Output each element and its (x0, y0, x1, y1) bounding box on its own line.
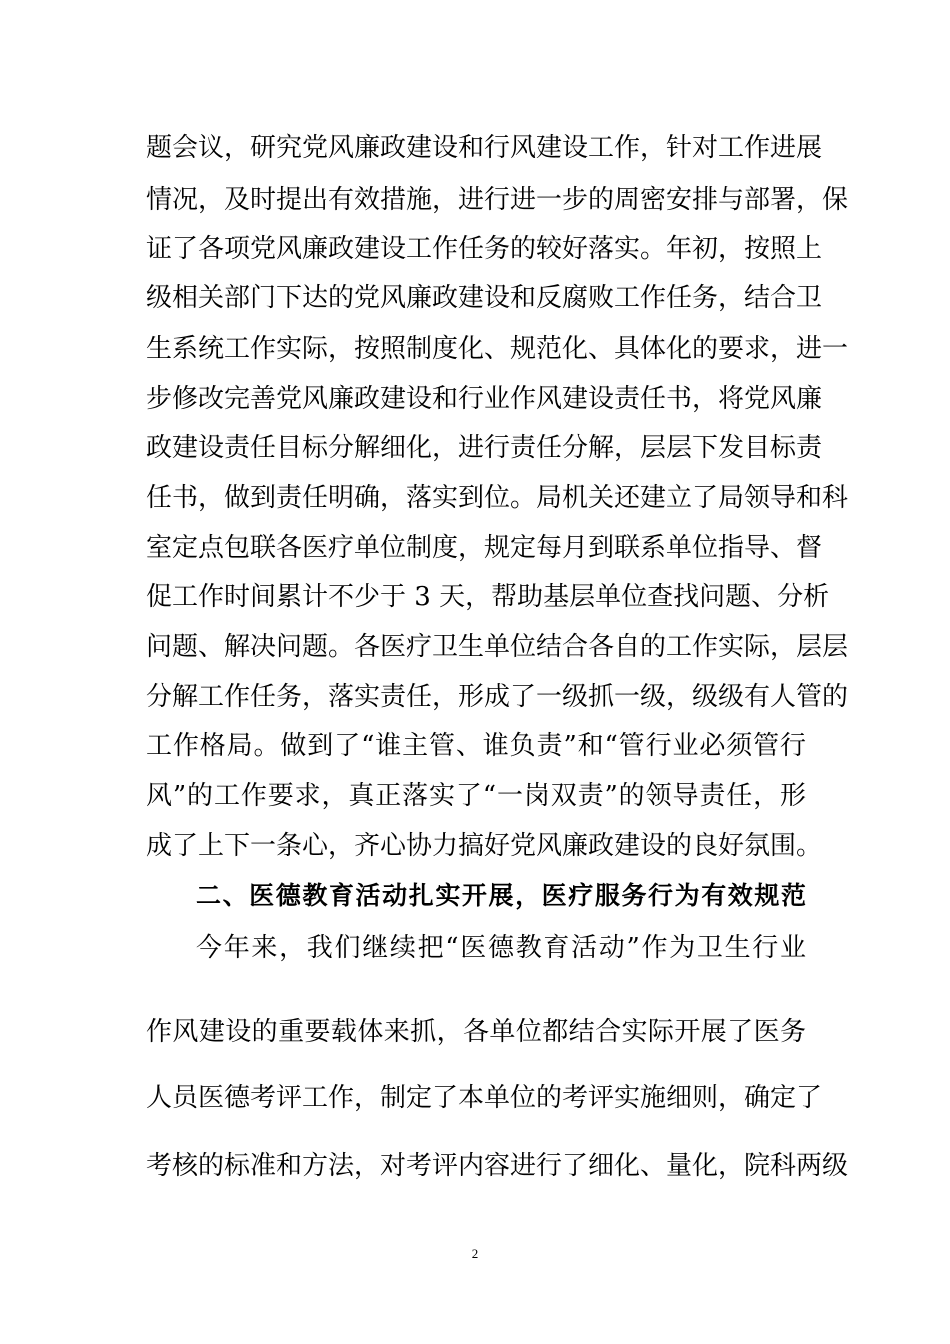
paragraph-line: 问题、解决问题。各医疗卫生单位结合各自的工作实际，层层 (146, 632, 849, 662)
paragraph-line: 级相关部门下达的党风廉政建设和反腐败工作任务，结合卫 (146, 283, 823, 313)
paragraph-line: 任书，做到责任明确，落实到位。局机关还建立了局领导和科 (146, 483, 849, 513)
paragraph-line: 生系统工作实际，按照制度化、规范化、具体化的要求，进一 (146, 334, 849, 364)
paragraph-line: 题会议，研究党风廉政建设和行风建设工作，针对工作进展 (146, 133, 823, 163)
paragraph-line: 考核的标准和方法，对考评内容进行了细化、量化，院科两级 (146, 1151, 849, 1181)
paragraph-line: 政建设责任目标分解细化，进行责任分解，层层下发目标责 (146, 433, 823, 463)
paragraph-line: 今年来，我们继续把“医德教育活动”作为卫生行业 (196, 933, 806, 963)
paragraph-line: 室定点包联各医疗单位制度，规定每月到联系单位指导、督 (146, 533, 823, 563)
paragraph-line: 作风建设的重要载体来抓，各单位都结合实际开展了医务 (146, 1017, 806, 1047)
paragraph-line: 工作格局。做到了“谁主管、谁负责”和“管行业必须管行 (146, 731, 806, 761)
paragraph-line: 分解工作任务，落实责任，形成了一级抓一级，级级有人管的 (146, 682, 849, 712)
paragraph-line: 促工作时间累计不少于 3 天，帮助基层单位查找问题、分析 (146, 582, 830, 612)
paragraph-line: 步修改完善党风廉政建设和行业作风建设责任书，将党风廉 (146, 384, 823, 414)
paragraph-line: 成了上下一条心，齐心协力搞好党风廉政建设的良好氛围。 (146, 831, 823, 861)
paragraph-line: 风”的工作要求，真正落实了“一岗双责”的领导责任，形 (146, 781, 806, 811)
section-heading: 二、医德教育活动扎实开展，医疗服务行为有效规范 (196, 881, 806, 910)
paragraph-line: 人员医德考评工作，制定了本单位的考评实施细则，确定了 (146, 1083, 823, 1113)
paragraph-line: 证了各项党风廉政建设工作任务的较好落实。年初，按照上 (146, 234, 823, 264)
page-number: 2 (471, 1246, 479, 1261)
paragraph-line: 情况，及时提出有效措施，进行进一步的周密安排与部署，保 (146, 185, 849, 215)
